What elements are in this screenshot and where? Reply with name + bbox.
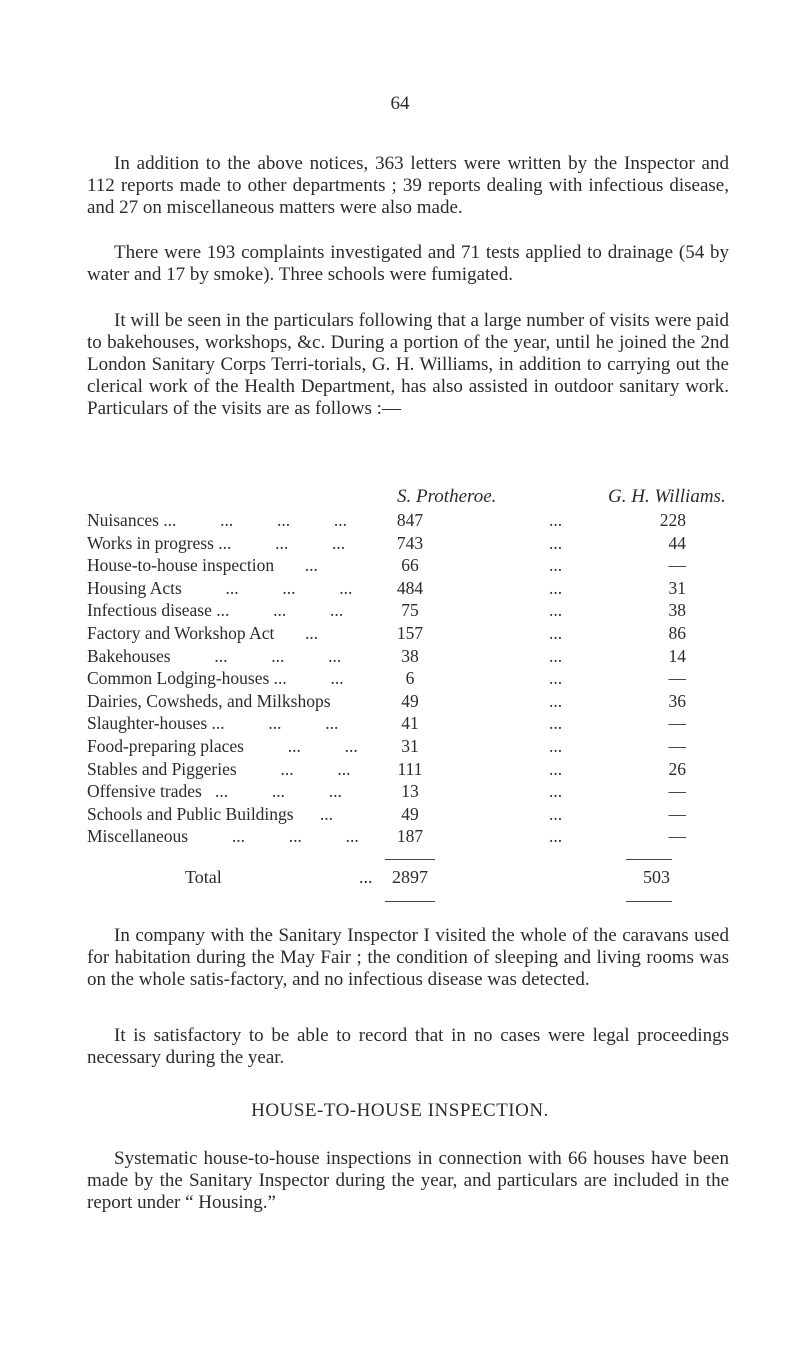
leader-dots: ... [549, 622, 563, 643]
leader-dots: ... [549, 826, 563, 847]
paragraph-text: In addition to the above notices, 363 letters were written by the Inspector and 112 reports made to other departments ; 39 reports dealing with infectious disease, and 27 on miscellaneous matters were also made. [87, 153, 729, 218]
table-row [87, 781, 747, 804]
row-label: Slaughter-houses ... ... ... [87, 713, 339, 734]
table-row [87, 804, 747, 827]
page-number: 64 [390, 93, 410, 114]
table-row [87, 713, 747, 736]
table-row [87, 826, 747, 849]
leader-dots: ... [549, 577, 563, 598]
protheroe-value: 41 [401, 713, 419, 734]
row-label: Factory and Workshop Act ... [87, 622, 319, 643]
leader-dots: ... [549, 735, 563, 756]
protheroe-value: 157 [396, 622, 424, 643]
table-row [87, 510, 747, 533]
row-label: Dairies, Cowsheds, and Milkshops [87, 690, 331, 711]
leader-dots: ... [549, 532, 563, 553]
paragraph-complaints [87, 242, 729, 286]
paragraph-visits-intro [87, 310, 729, 420]
protheroe-value: 484 [396, 577, 424, 598]
protheroe-value: 847 [396, 510, 424, 530]
total-rule-top-williams [626, 859, 672, 860]
table-row [87, 533, 747, 556]
paragraph-text: It will be seen in the particulars following that a large number of visits were paid to bakehouses, workshops, &c. During a portion of the year, until he joined the 2nd London Sanitary Corps Terri-torials, G. H. Williams, in addition to carrying out the clerical work of the Health Department, has also assisted in outdoor sanitary work. Particulars of the visits are as follows :— [87, 310, 729, 419]
row-label: Schools and Public Buildings ... [87, 803, 333, 824]
row-label: Infectious disease ... ... ... [87, 600, 344, 621]
williams-value: 38 [668, 600, 686, 621]
protheroe-value: 38 [401, 645, 419, 666]
paragraph-legal-proceedings [87, 1025, 729, 1069]
williams-value: 86 [668, 622, 686, 643]
leader-dots: ... [549, 713, 563, 734]
section-heading: HOUSE-TO-HOUSE INSPECTION. [251, 1100, 549, 1121]
paragraph-caravans [87, 925, 729, 991]
table-row [87, 555, 747, 578]
total-rule-bottom-protheroe [385, 901, 435, 902]
paragraph-text: Systematic house-to-house inspections in connection with 66 houses have been made by the Sanitary Inspector during the year, and particulars are included in the report under “ Housing.” [87, 1148, 729, 1213]
table-row [87, 668, 747, 691]
protheroe-value: 49 [401, 690, 419, 711]
protheroe-value: 6 [405, 668, 415, 689]
leader-dots: ... [549, 758, 563, 779]
row-label: Housing Acts ... ... ... [87, 577, 353, 598]
table-row [87, 578, 747, 601]
table-row [87, 759, 747, 782]
total-label: Total [185, 867, 222, 887]
leader-dots: ... [549, 690, 563, 711]
row-label: Bakehouses ... ... ... [87, 645, 342, 666]
total-rule-top-protheroe [385, 859, 435, 860]
williams-value: 14 [668, 645, 686, 666]
leader-dots: ... [549, 781, 563, 802]
table-row [87, 600, 747, 623]
leader-dots: ... [359, 867, 373, 887]
row-label: Food-preparing places ... ... [87, 735, 358, 756]
protheroe-value: 49 [401, 803, 419, 824]
table-row [87, 691, 747, 714]
total-williams: 503 [643, 867, 670, 887]
williams-value: — [668, 781, 686, 802]
table-row [87, 623, 747, 646]
williams-value: — [668, 735, 686, 756]
row-label: Offensive trades ... ... ... [87, 781, 342, 802]
williams-value: 26 [668, 758, 686, 779]
leader-dots: ... [549, 555, 563, 576]
protheroe-value: 31 [401, 735, 419, 756]
table-row [87, 646, 747, 669]
row-label: House-to-house inspection ... [87, 555, 318, 576]
paragraph-text: In company with the Sanitary Inspector I visited the whole of the caravans used for habitation during the May Fair ; the condition of sleeping and living rooms was on the whole satis-factory, and no infectious disease was detected. [87, 925, 729, 990]
total-protheroe: 2897 [392, 867, 428, 887]
williams-value: — [668, 555, 686, 576]
row-label: Common Lodging-houses ... ... [87, 668, 344, 689]
williams-value: — [668, 826, 686, 847]
protheroe-value: 743 [396, 532, 424, 553]
williams-value: 44 [668, 532, 686, 553]
leader-dots: ... [549, 600, 563, 621]
leader-dots: ... [549, 510, 563, 530]
leader-dots: ... [549, 668, 563, 689]
protheroe-value: 75 [401, 600, 419, 621]
protheroe-value: 111 [397, 758, 423, 779]
row-label: Stables and Piggeries ... ... [87, 758, 351, 779]
williams-value: 31 [668, 577, 686, 598]
williams-value: 36 [668, 690, 686, 711]
row-label: Nuisances ... ... ... ... [87, 510, 348, 530]
williams-value: — [668, 713, 686, 734]
visits-table [87, 510, 747, 849]
paragraph-text: It is satisfactory to be able to record that in no cases were legal proceedings necessary during the year. [87, 1025, 729, 1068]
row-label: Works in progress ... ... ... [87, 532, 346, 553]
leader-dots: ... [549, 803, 563, 824]
column-header-williams: G. H. Williams. [608, 486, 726, 507]
williams-value: 228 [659, 510, 686, 530]
leader-dots: ... [549, 645, 563, 666]
paragraph-text: There were 193 complaints investigated and 71 tests applied to drainage (54 by water and 17 by smoke). Three schools were fumigated. [87, 242, 729, 285]
table-row [87, 736, 747, 759]
column-header-protheroe: S. Protheroe. [397, 486, 497, 507]
paragraph-letters-reports [87, 153, 729, 219]
protheroe-value: 13 [401, 781, 419, 802]
williams-value: — [668, 803, 686, 824]
protheroe-value: 187 [396, 826, 424, 847]
row-label: Miscellaneous ... ... ... [87, 826, 359, 847]
williams-value: — [668, 668, 686, 689]
total-rule-bottom-williams [626, 901, 672, 902]
protheroe-value: 66 [401, 555, 419, 576]
paragraph-house-inspection [87, 1148, 729, 1214]
